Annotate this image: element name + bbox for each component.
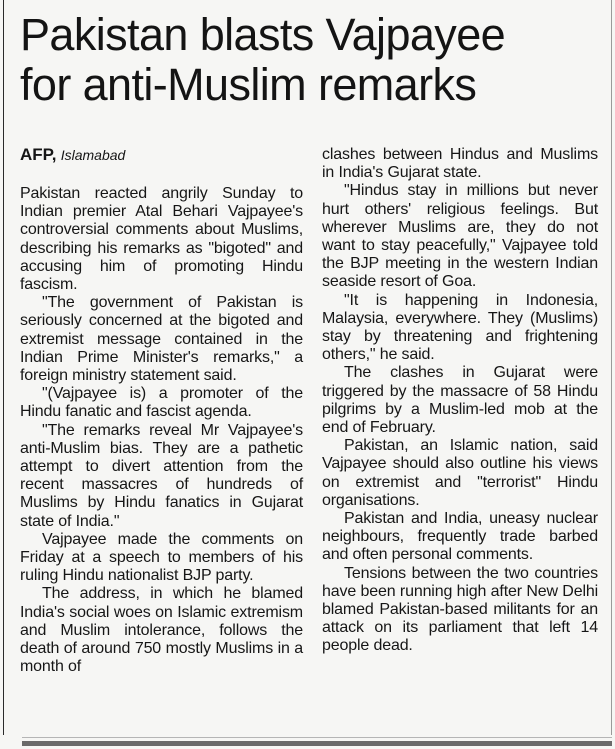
byline-agency: AFP, [20, 145, 57, 164]
paragraph: "The remarks reveal Mr Vajpayee's anti-Muslim bias. They are a pathetic attempt to divert attention from the recent massacres of hundreds of Muslims by Hindu fanatics in Gujarat state of India." [20, 421, 303, 530]
article-column-left [20, 185, 303, 676]
paragraph: "The government of Pakistan is seriously concerned at the bigoted and extremist message contained in the Indian Prime Minister's remarks," a foreign ministry statement said. [20, 294, 303, 385]
paragraph: Pakistan reacted angrily Sunday to Indian premier Atal Behari Vajpayee's controversial comments about Muslims, describing his remarks as "bigoted" and accusing him of promoting Hindu fascism. [20, 185, 303, 294]
byline [20, 146, 125, 166]
paragraph: Tensions between the two countries have been running high after New Delhi blamed Pakistan-based militants for an attack on its parliament that left 14 people dead. [322, 564, 598, 655]
bottom-divider-thin [22, 737, 612, 738]
paragraph: The clashes in Gujarat were triggered by the massacre of 58 Hindu pilgrims by a Muslim-led mob at the end of February. [322, 364, 598, 437]
paragraph: "It is happening in Indonesia, Malaysia, everywhere. They (Muslims) stay by threatening and frightening others," he said. [322, 291, 598, 364]
paragraph: clashes between Hindus and Muslims in India's Gujarat state. [322, 146, 598, 182]
headline [20, 10, 610, 110]
column-rule-right [611, 0, 612, 735]
column-rule-left [3, 0, 4, 735]
paragraph: Pakistan and India, uneasy nuclear neighbours, frequently trade barbed and often personal comments. [322, 510, 598, 564]
headline-line-2: for anti-Muslim remarks [20, 59, 477, 110]
paragraph: Vajpayee made the comments on Friday at a speech to members of his ruling Hindu nationalist BJP party. [20, 530, 303, 585]
byline-place: Islamabad [60, 147, 126, 163]
paragraph: "Hindus stay in millions but never hurt others' religious feelings. But wherever Muslims are, they do not want to stay peacefully," Vajpayee told the BJP meeting in the western Indian seaside resort of Goa. [322, 182, 598, 291]
headline-line-1: Pakistan blasts Vajpayee [20, 9, 506, 60]
paragraph: The address, in which he blamed India's social woes on Islamic extremism and Muslim intolerance, follows the death of around 750 mostly Muslims in a month of [20, 585, 303, 676]
paragraph: "(Vajpayee is) a promoter of the Hindu fanatic and fascist agenda. [20, 385, 303, 421]
bottom-divider [22, 741, 612, 746]
paragraph: Pakistan, an Islamic nation, said Vajpayee should also outline his views on extremist and "terrorist" Hindu organisations. [322, 437, 598, 509]
article-column-right [322, 146, 598, 656]
